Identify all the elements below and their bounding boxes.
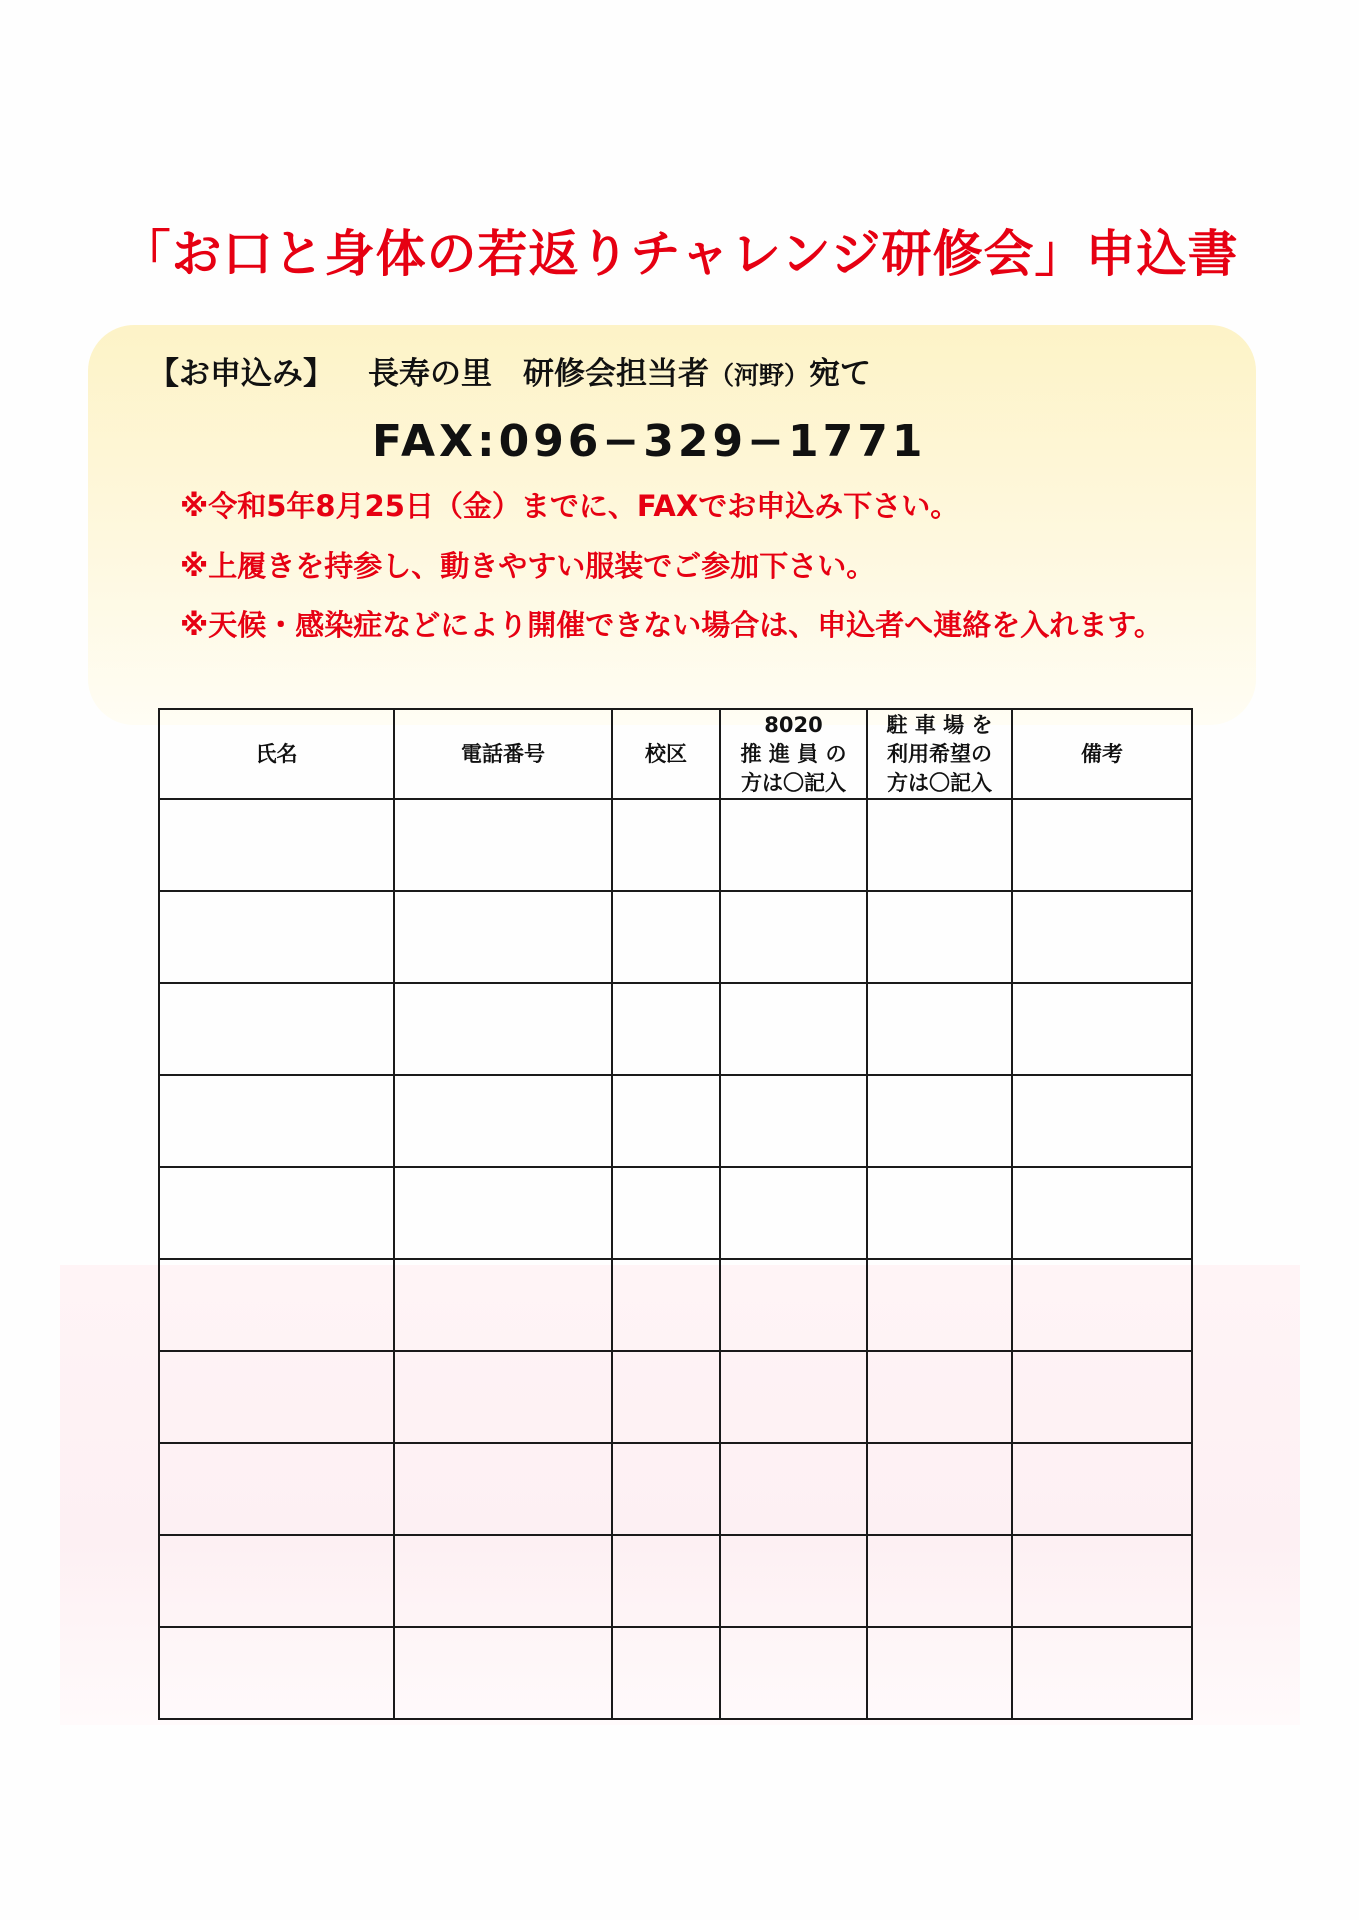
phone-cell[interactable] xyxy=(394,1627,612,1719)
promoter-cell[interactable] xyxy=(720,1535,867,1627)
table-row xyxy=(159,983,1192,1075)
name-cell[interactable] xyxy=(159,1167,394,1259)
table-body xyxy=(159,799,1192,1719)
note-cancellation: ※天候・感染症などにより開催できない場合は、申込者へ連絡を入れます。 xyxy=(180,608,1163,642)
name-cell[interactable] xyxy=(159,983,394,1075)
remarks-cell[interactable] xyxy=(1012,983,1192,1075)
school-district-cell[interactable] xyxy=(612,799,720,891)
school-district-cell[interactable] xyxy=(612,1259,720,1351)
name-cell[interactable] xyxy=(159,799,394,891)
header-8020-promoter xyxy=(720,709,867,799)
header-promoter-line-2: 推 進 員 の xyxy=(740,741,847,766)
name-cell[interactable] xyxy=(159,1075,394,1167)
name-cell[interactable] xyxy=(159,1443,394,1535)
form-title: 「お口と身体の若返りチャレンジ研修会」申込書 xyxy=(120,225,1239,283)
parking-cell[interactable] xyxy=(867,891,1012,983)
school-district-cell[interactable] xyxy=(612,891,720,983)
remarks-cell[interactable] xyxy=(1012,1075,1192,1167)
header-parking-line-1: 駐 車 場 を xyxy=(886,712,993,737)
table-header-row xyxy=(159,709,1192,799)
phone-cell[interactable] xyxy=(394,799,612,891)
name-cell[interactable] xyxy=(159,1535,394,1627)
phone-cell[interactable] xyxy=(394,1535,612,1627)
parking-cell[interactable] xyxy=(867,1535,1012,1627)
parking-cell[interactable] xyxy=(867,1443,1012,1535)
table-row xyxy=(159,799,1192,891)
phone-cell[interactable] xyxy=(394,1075,612,1167)
remarks-cell[interactable] xyxy=(1012,1351,1192,1443)
school-district-cell[interactable] xyxy=(612,983,720,1075)
promoter-cell[interactable] xyxy=(720,1443,867,1535)
recipient-paren: （河野） xyxy=(709,361,810,390)
header-promoter-line-3: 方は〇記入 xyxy=(741,770,846,795)
parking-cell[interactable] xyxy=(867,1259,1012,1351)
header-remarks: 備考 xyxy=(1012,709,1192,799)
header-parking-line-2: 利用希望の xyxy=(887,741,992,766)
recipient-main: 長寿の里 研修会担当者 xyxy=(368,356,709,392)
remarks-cell[interactable] xyxy=(1012,1443,1192,1535)
table-row xyxy=(159,1443,1192,1535)
school-district-cell[interactable] xyxy=(612,1443,720,1535)
phone-cell[interactable] xyxy=(394,1167,612,1259)
application-recipient xyxy=(148,352,871,398)
table-row xyxy=(159,1351,1192,1443)
header-parking-line-3: 方は〇記入 xyxy=(887,770,992,795)
remarks-cell[interactable] xyxy=(1012,799,1192,891)
parking-cell[interactable] xyxy=(867,1351,1012,1443)
name-cell[interactable] xyxy=(159,1627,394,1719)
promoter-cell[interactable] xyxy=(720,799,867,891)
promoter-cell[interactable] xyxy=(720,891,867,983)
name-cell[interactable] xyxy=(159,1351,394,1443)
promoter-cell[interactable] xyxy=(720,1075,867,1167)
phone-cell[interactable] xyxy=(394,1443,612,1535)
remarks-cell[interactable] xyxy=(1012,1259,1192,1351)
promoter-cell[interactable] xyxy=(720,1259,867,1351)
note-deadline: ※令和5年8月25日（金）までに、FAXでお申込み下さい。 xyxy=(180,489,960,523)
parking-cell[interactable] xyxy=(867,799,1012,891)
name-cell[interactable] xyxy=(159,1259,394,1351)
header-parking xyxy=(867,709,1012,799)
promoter-cell[interactable] xyxy=(720,983,867,1075)
parking-cell[interactable] xyxy=(867,1627,1012,1719)
parking-cell[interactable] xyxy=(867,1167,1012,1259)
parking-cell[interactable] xyxy=(867,1075,1012,1167)
table-row xyxy=(159,1627,1192,1719)
recipient-suffix: 宛て xyxy=(809,356,872,392)
header-promoter-line-1: 8020 xyxy=(764,712,823,737)
table-row xyxy=(159,1535,1192,1627)
phone-cell[interactable] xyxy=(394,1259,612,1351)
header-name: 氏名 xyxy=(159,709,394,799)
table-row xyxy=(159,1167,1192,1259)
phone-cell[interactable] xyxy=(394,983,612,1075)
school-district-cell[interactable] xyxy=(612,1167,720,1259)
name-cell[interactable] xyxy=(159,891,394,983)
fax-number: FAX:096−329−1771 xyxy=(372,416,927,467)
table-row xyxy=(159,891,1192,983)
apply-label: 【お申込み】 xyxy=(148,356,334,392)
header-phone: 電話番号 xyxy=(394,709,612,799)
promoter-cell[interactable] xyxy=(720,1627,867,1719)
remarks-cell[interactable] xyxy=(1012,1627,1192,1719)
parking-cell[interactable] xyxy=(867,983,1012,1075)
school-district-cell[interactable] xyxy=(612,1075,720,1167)
note-attire: ※上履きを持参し、動きやすい服装でご参加下さい。 xyxy=(180,549,876,583)
table-row xyxy=(159,1075,1192,1167)
promoter-cell[interactable] xyxy=(720,1167,867,1259)
phone-cell[interactable] xyxy=(394,1351,612,1443)
school-district-cell[interactable] xyxy=(612,1535,720,1627)
remarks-cell[interactable] xyxy=(1012,1167,1192,1259)
remarks-cell[interactable] xyxy=(1012,1535,1192,1627)
remarks-cell[interactable] xyxy=(1012,891,1192,983)
school-district-cell[interactable] xyxy=(612,1627,720,1719)
header-school-district: 校区 xyxy=(612,709,720,799)
promoter-cell[interactable] xyxy=(720,1351,867,1443)
application-table xyxy=(158,708,1193,1720)
table-row xyxy=(159,1259,1192,1351)
phone-cell[interactable] xyxy=(394,891,612,983)
school-district-cell[interactable] xyxy=(612,1351,720,1443)
